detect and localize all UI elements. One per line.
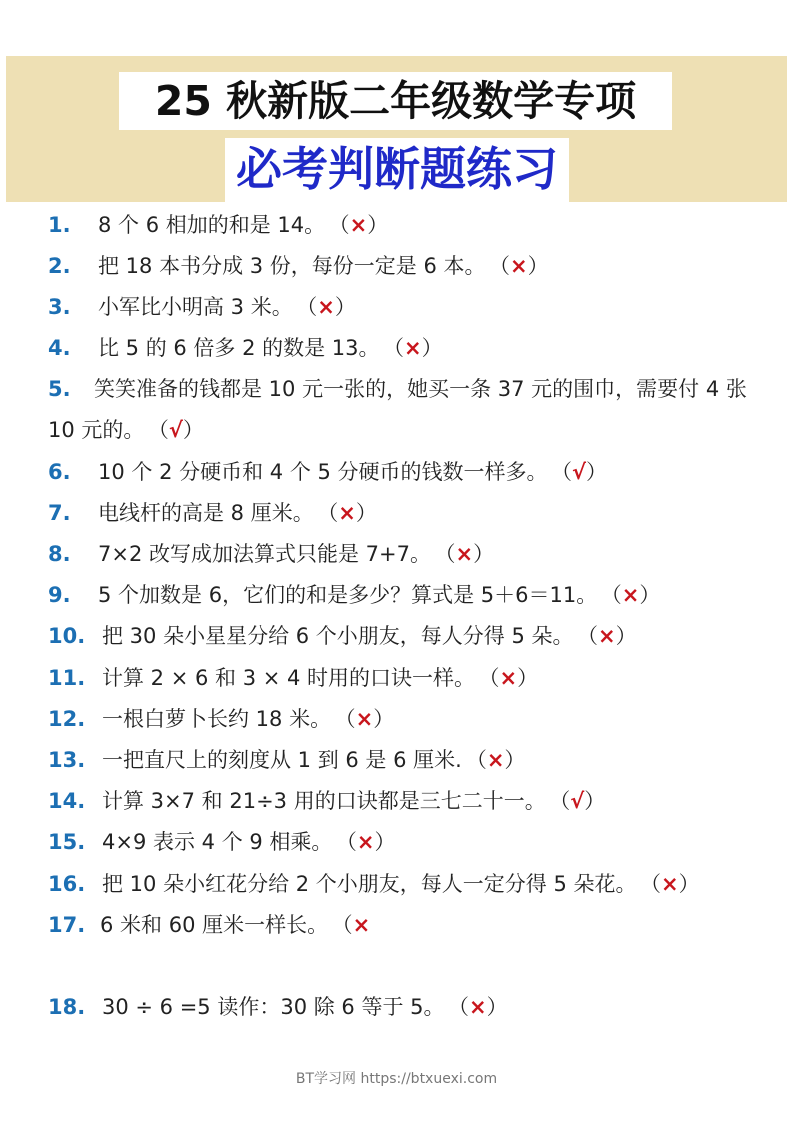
answer-mark: ×	[317, 295, 335, 319]
question-item-11	[48, 658, 760, 699]
question-item-15	[48, 822, 760, 863]
answer-bracket: （×）	[393, 336, 443, 360]
question-item-5	[48, 369, 760, 451]
question-item-2	[48, 246, 760, 287]
answer-bracket: （×）	[465, 748, 526, 772]
question-text: 计算 2 × 6 和 3 × 4 时用的口诀一样。	[102, 666, 476, 690]
question-text: 比 5 的 6 倍多 2 的数是 13。	[98, 336, 380, 360]
answer-bracket: （×）	[327, 501, 377, 525]
answer-bracket: （×）	[587, 624, 637, 648]
question-text: 计算 3×7 和 21÷3 用的口诀都是三七二十一。	[102, 789, 546, 813]
question-item-1	[48, 205, 760, 246]
answer-mark: ×	[468, 995, 487, 1019]
answer-mark: ×	[356, 830, 375, 854]
answer-bracket: （×）	[346, 830, 396, 854]
question-item-3	[48, 287, 760, 328]
question-number: 11.	[48, 666, 86, 690]
question-item-8	[48, 534, 760, 575]
question-text: 把 30 朵小星星分给 6 个小朋友，每人分得 5 朵。	[102, 624, 574, 648]
question-text: 10 个 2 分硬币和 4 个 5 分硬币的钱数一样多。	[98, 460, 548, 484]
question-number: 9.	[48, 583, 71, 607]
answer-bracket: （×）	[306, 295, 356, 319]
question-item-17	[48, 905, 760, 946]
answer-bracket: （×）	[339, 213, 389, 237]
question-text: 6 米和 60 厘米一样长。	[100, 913, 329, 937]
question-number: 10.	[48, 624, 86, 648]
answer-mark: ×	[661, 872, 679, 896]
answer-mark: ×	[352, 913, 371, 937]
question-number: 5.	[48, 377, 71, 401]
footer-watermark: BT学习网 https://btxuexi.com	[295, 1071, 498, 1087]
question-number: 18.	[48, 995, 86, 1019]
question-item-4	[48, 328, 760, 369]
answer-bracket: （√）	[158, 418, 204, 442]
question-text: 小军比小明高 3 米。	[98, 295, 293, 319]
question-item-13	[48, 740, 760, 781]
question-item-7	[48, 493, 760, 534]
answer-mark: ×	[404, 336, 422, 360]
answer-bracket: （×）	[345, 707, 395, 731]
question-text: 笑笑准备的钱都是 10 元一张的，她买一条 37 元的围巾，需要付 4 张 10 元的。	[48, 377, 747, 442]
answer-mark: ×	[338, 501, 356, 525]
question-number: 1.	[48, 213, 71, 237]
answer-mark: ×	[499, 666, 518, 690]
page-subtitle: 必考判断题练习	[236, 142, 558, 196]
question-number: 4.	[48, 336, 71, 360]
question-number: 13.	[48, 748, 86, 772]
answer-bracket: （×）	[611, 583, 661, 607]
question-number: 15.	[48, 830, 86, 854]
question-number: 8.	[48, 542, 71, 566]
answer-mark: √	[168, 418, 183, 442]
answer-mark: ×	[355, 707, 374, 731]
question-item-14	[48, 781, 760, 822]
question-text: 电线杆的高是 8 厘米。	[98, 501, 314, 525]
question-text: 4×9 表示 4 个 9 相乘。	[102, 830, 333, 854]
answer-bracket: （×）	[444, 542, 495, 566]
question-number: 7.	[48, 501, 71, 525]
question-number: 17.	[48, 913, 86, 937]
answer-bracket: （×）	[650, 872, 700, 896]
answer-bracket: （×）	[489, 666, 539, 690]
answer-mark: ×	[349, 213, 368, 237]
question-text: 一把直尺上的刻度从 1 到 6 是 6 厘米.	[102, 748, 462, 772]
question-text: 7×2 改写成加法算式只能是 7+7。	[98, 542, 431, 566]
answer-mark: √	[572, 460, 587, 484]
answer-mark: ×	[621, 583, 640, 607]
question-number: 16.	[48, 872, 86, 896]
answer-bracket: （√）	[561, 460, 608, 484]
question-text: 30 ÷ 6 =5 读作：30 除 6 等于 5。	[102, 995, 445, 1019]
answer-bracket: （√）	[559, 789, 606, 813]
answer-bracket: （×）	[499, 254, 549, 278]
answer-mark: ×	[455, 542, 474, 566]
question-item-10	[48, 616, 760, 657]
answer-mark: ×	[598, 624, 616, 648]
answer-bracket: （×	[342, 913, 371, 937]
question-number: 14.	[48, 789, 86, 813]
question-number: 6.	[48, 460, 71, 484]
question-number: 12.	[48, 707, 86, 731]
question-text: 8 个 6 相加的和是 14。	[98, 213, 326, 237]
question-item-9	[48, 575, 760, 616]
question-number: 3.	[48, 295, 71, 319]
question-text: 5 个加数是 6，它们的和是多少？算式是 5＋6＝11。	[98, 583, 598, 607]
question-item-16	[48, 864, 760, 905]
question-text: 把 18 本书分成 3 份，每份一定是 6 本。	[98, 254, 486, 278]
question-number: 2.	[48, 254, 71, 278]
page-title: 25 秋新版二年级数学专项	[154, 77, 637, 125]
question-text: 一根白萝卜长约 18 米。	[102, 707, 332, 731]
answer-mark: √	[570, 789, 585, 813]
answer-bracket: （×）	[458, 995, 508, 1019]
answer-mark: ×	[510, 254, 528, 278]
answer-mark: ×	[486, 748, 505, 772]
question-item-6	[48, 452, 760, 493]
question-text: 把 10 朵小红花分给 2 个小朋友，每人一定分得 5 朵花。	[102, 872, 637, 896]
question-item-18	[48, 987, 760, 1028]
question-item-12	[48, 699, 760, 740]
